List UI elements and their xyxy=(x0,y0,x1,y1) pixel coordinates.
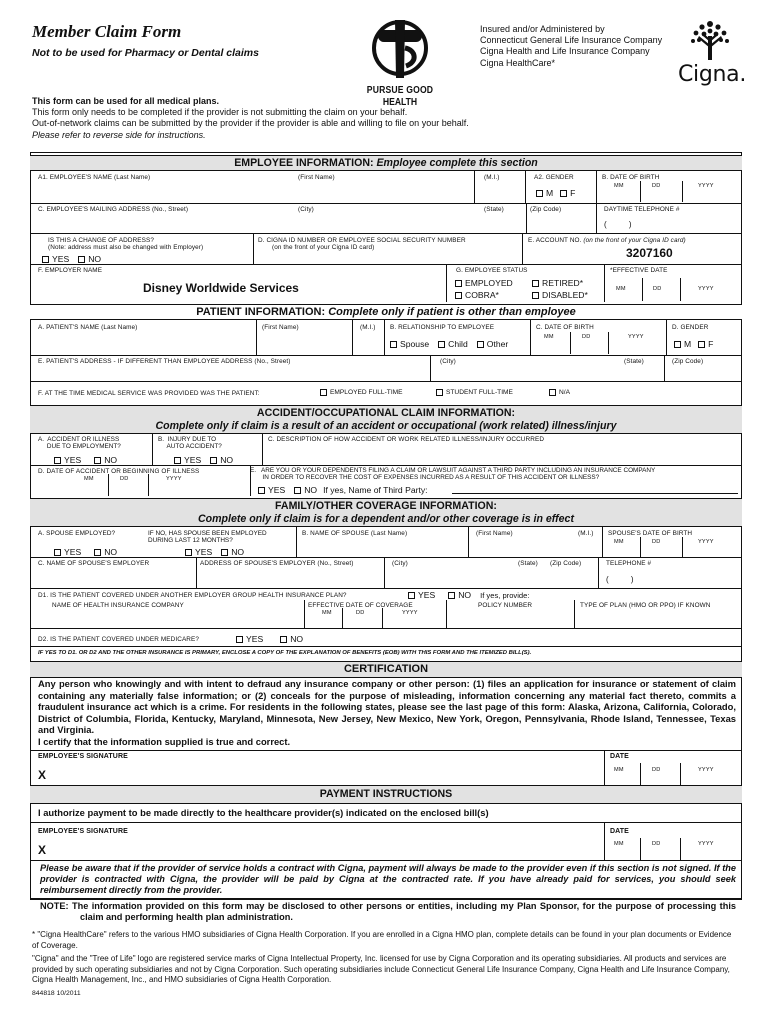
gender-label: A2. GENDER xyxy=(534,174,574,181)
admin-line-3: Cigna Health and Life Insurance Company xyxy=(480,46,650,57)
spouse-name-label: B. NAME OF SPOUSE (Last Name) xyxy=(302,530,408,537)
third-party-question: E. ARE YOU OR YOUR DEPENDENTS FILING A CLAIM OR LAWSUIT AGAINST A THIRD PARTY INCLUDING AN INSURANCE COMPANY IN ORDER TO RECOVER THE COST OF EXPENSES INCURRED AS A RESULT OF THIS ACCIDENT OR ILLNESS? xyxy=(250,467,656,482)
dob-dd: DD xyxy=(652,183,661,189)
spouse-checkbox[interactable] xyxy=(390,341,397,348)
spouse-employed-options xyxy=(54,547,117,557)
account-no-title: E. ACCOUNT NO. xyxy=(528,237,582,244)
a1-label: A1. EMPLOYEE'S NAME (Last Name) xyxy=(38,174,151,181)
spouse-dob-dd: DD xyxy=(652,539,661,545)
certification-text: Any person who knowingly and with intent to defraud any insurance company or other person: (1) files an application for insurance or statement of claim containing any materially false information; or (2) conceals for the purpose of misleading, information concerning any material fact thereto, commits a fraudulent insurance act which is a crime. For residents in the following states, please see the last page of this form: Alaska, Arizona, California, Colorado, District of Columbia, Florida, Kentucky, Maryland, Minnesota, New Jersey, New Mexico, New York, Oregon, Pennsylvania, Rhode Island, Tennessee, Texas and Virginia. xyxy=(38,678,736,736)
other-plan-options xyxy=(408,590,529,600)
op-no-label: NO xyxy=(458,590,472,600)
spouse-dob-mm: MM xyxy=(614,539,624,545)
cert-signature-x[interactable]: X xyxy=(38,768,47,782)
footnote-hmo: * "Cigna HealthCare" refers to the various HMO subsidiaries of Cigna Health Corporation. If you are enrolled in a Cigna HMO plan, complete details can be found in your plan documents or Evidence of Coverage. xyxy=(32,930,732,950)
form-subtitle: Not to be used for Pharmacy or Dental claims xyxy=(32,47,259,59)
dob-yyyy: YYYY xyxy=(698,183,714,189)
status-employed-option xyxy=(455,278,513,288)
accident-section-header xyxy=(30,405,742,434)
mailing-city-label: (City) xyxy=(298,206,314,213)
patient-dob-label: C. DATE OF BIRTH xyxy=(536,324,594,331)
policy-number-label: POLICY NUMBER xyxy=(478,602,533,609)
if-yes-label: If yes, provide: xyxy=(480,590,530,600)
spouse-mi-label: (M.I.) xyxy=(578,530,594,537)
spouse-dob-label: SPOUSE'S DATE OF BIRTH xyxy=(608,530,693,537)
medicare-yes-checkbox[interactable] xyxy=(236,636,243,643)
s12-no-label: NO xyxy=(231,547,245,557)
intro-line-1: This form can be used for all medical plans. xyxy=(32,96,220,106)
spouse-12months-no-checkbox[interactable] xyxy=(221,549,228,556)
retired-label: RETIRED* xyxy=(542,278,584,288)
certification-header: CERTIFICATION xyxy=(30,661,742,678)
first-name-label: (First Name) xyxy=(298,174,335,181)
spouse-employer-zip-label: (Zip Code) xyxy=(550,560,582,567)
certify-statement: I certify that the information supplied is true and correct. xyxy=(38,736,291,747)
patient-dob-mm: MM xyxy=(544,334,554,340)
cigna-id-label: D. CIGNA ID NUMBER OR EMPLOYEE SOCIAL SECURITY NUMBER xyxy=(258,237,466,244)
accident-employment-no-checkbox[interactable] xyxy=(94,457,101,464)
employer-name-label: F. EMPLOYER NAME xyxy=(38,267,103,274)
accident-date-label: D. DATE OF ACCIDENT OR BEGINNING OF ILLNESS xyxy=(38,468,200,475)
plan-type-label: TYPE OF PLAN (HMO OR PPO) IF KNOWN xyxy=(580,602,711,609)
administrator-info xyxy=(480,24,662,69)
change-yes-label: YES xyxy=(52,254,70,264)
student-full-time-checkbox[interactable] xyxy=(436,389,443,396)
accident-description-label: C. DESCRIPTION OF HOW ACCIDENT OR WORK RELATED ILLNESS/INJURY OCCURRED xyxy=(268,436,545,443)
mc-yes-label: YES xyxy=(246,634,264,644)
patient-m-label: M xyxy=(684,339,692,349)
intro-text xyxy=(32,96,469,141)
spouse-employed-yes-checkbox[interactable] xyxy=(54,549,61,556)
account-no-note: (on the front of your Cigna ID card) xyxy=(583,237,686,244)
retired-checkbox[interactable] xyxy=(532,280,539,287)
effective-date-label: *EFFECTIVE DATE xyxy=(610,267,668,274)
third-party-name-label: If yes, Name of Third Party: xyxy=(323,485,428,495)
tp-yes-label: YES xyxy=(268,485,286,495)
dot-cross-icon xyxy=(362,14,438,80)
form-title: Member Claim Form xyxy=(32,22,182,41)
daytime-phone-area[interactable]: ( ) xyxy=(604,220,632,229)
provider-contract-notice: Please be aware that if the provider of service holds a contract with Cigna, payment will always be made to the provider even if this section is not signed. If the provider is contracted with Cigna, the provider will be paid by Cigna at the contracted rate. If you have already paid for services, you should seek reimbursement directly from the provider. xyxy=(40,863,736,895)
accident-header-title: ACCIDENT/OCCUPATIONAL CLAIM INFORMATION: xyxy=(256,407,516,419)
gender-f-checkbox[interactable] xyxy=(560,190,567,197)
coverage-dd: DD xyxy=(356,610,365,616)
family-header-title: FAMILY/OTHER COVERAGE INFORMATION: xyxy=(275,500,497,512)
third-party-yes-checkbox[interactable] xyxy=(258,487,265,494)
accident-header-note: Complete only if claim is a result of an accident or occupational (work related) illness/injury xyxy=(155,419,617,432)
tree-of-life-icon xyxy=(690,18,730,62)
health-insurance-company-label: NAME OF HEALTH INSURANCE COMPANY xyxy=(52,602,184,609)
patient-stu-ft-option xyxy=(436,389,513,396)
patient-city-label: (City) xyxy=(440,358,456,365)
patient-na-option xyxy=(549,389,570,396)
account-no-label xyxy=(528,237,686,245)
gender-m-label: M xyxy=(546,188,554,198)
medicare-no-checkbox[interactable] xyxy=(280,636,287,643)
acc-b-yes-label: YES xyxy=(184,455,202,465)
intro-line-4: Please refer to reverse side for instructions. xyxy=(32,129,206,140)
payment-date-label: DATE xyxy=(610,828,629,835)
payment-yyyy: YYYY xyxy=(698,841,714,847)
se-no-label: NO xyxy=(104,547,118,557)
patient-first-label: (First Name) xyxy=(262,324,299,331)
third-party-no-checkbox[interactable] xyxy=(294,487,301,494)
spouse-telephone-area[interactable]: ( ) xyxy=(606,575,634,584)
tp-no-label: NO xyxy=(304,485,318,495)
patient-f-checkbox[interactable] xyxy=(698,341,705,348)
employee-status-label: G. EMPLOYEE STATUS xyxy=(456,267,528,274)
other-plan-no-checkbox[interactable] xyxy=(448,592,455,599)
admin-line-2: Connecticut General Life Insurance Company xyxy=(480,35,663,46)
auto-accident-yes-checkbox[interactable] xyxy=(174,457,181,464)
employed-label: EMPLOYED xyxy=(465,278,513,288)
spouse-employer-address-label: ADDRESS OF SPOUSE'S EMPLOYER (No., Street) xyxy=(200,560,354,567)
employed-checkbox[interactable] xyxy=(455,280,462,287)
cert-yyyy: YYYY xyxy=(698,767,714,773)
spouse-employer-label: C. NAME OF SPOUSE'S EMPLOYER xyxy=(38,560,150,567)
third-party-name-line[interactable] xyxy=(452,493,738,494)
account-no-value[interactable]: 3207160 xyxy=(626,246,673,260)
patient-zip-label: (Zip Code) xyxy=(672,358,704,365)
payment-mm: MM xyxy=(614,841,624,847)
accident-yyyy: YYYY xyxy=(166,476,182,482)
gender-options xyxy=(536,188,575,198)
mc-no-label: NO xyxy=(290,634,304,644)
acc-a-yes-label: YES xyxy=(64,455,82,465)
coverage-yyyy: YYYY xyxy=(402,610,418,616)
status-retired-option xyxy=(532,278,583,288)
auto-accident-no-checkbox[interactable] xyxy=(210,457,217,464)
acc-a-no-label: NO xyxy=(104,455,118,465)
patient-m-checkbox[interactable] xyxy=(674,341,681,348)
patient-f-label: F xyxy=(708,339,714,349)
employed-full-time-label: EMPLOYED FULL-TIME xyxy=(330,389,403,396)
patient-header-note: Complete only if patient is other than employee xyxy=(328,306,576,318)
third-party-options xyxy=(258,485,428,495)
admin-line-1: Insured and/or Administered by xyxy=(480,24,605,34)
other-label: Other xyxy=(486,339,509,349)
medicare-options xyxy=(236,634,303,644)
payment-header: PAYMENT INSTRUCTIONS xyxy=(30,785,742,804)
s12-yes-label: YES xyxy=(195,547,213,557)
spouse-label: Spouse xyxy=(400,339,430,349)
change-no-label: NO xyxy=(88,254,102,264)
na-label: N/A xyxy=(559,389,570,396)
tagline-line1: PURSUE GOOD xyxy=(366,84,434,96)
status-cobra-option xyxy=(455,290,499,300)
spouse-employed-no-checkbox[interactable] xyxy=(94,549,101,556)
patient-header-title: PATIENT INFORMATION: xyxy=(196,306,326,318)
tagline-line2: HEALTH xyxy=(382,96,418,108)
payment-authorization: I authorize payment to be made directly to the healthcare provider(s) indicated on the enclosed bill(s) xyxy=(38,807,489,818)
patient-dob-dd: DD xyxy=(582,334,591,340)
patient-gender-options xyxy=(674,339,713,349)
employee-header-title: EMPLOYEE INFORMATION: xyxy=(234,157,374,169)
patient-status-label: F. AT THE TIME MEDICAL SERVICE WAS PROVIDED WAS THE PATIENT: xyxy=(38,390,260,397)
spouse-12months-yes-checkbox[interactable] xyxy=(185,549,192,556)
payment-signature-x[interactable]: X xyxy=(38,843,47,857)
gender-m-checkbox[interactable] xyxy=(536,190,543,197)
disclosure-note: NOTE: The information provided on this form may be disclosed to other persons or entities, including my Plan Sponsor, for the purpose of processing this claim and performing health plan administration. xyxy=(40,901,736,922)
cigna-wordmark: Cigna. xyxy=(678,62,747,87)
eff-mm: MM xyxy=(616,286,626,292)
footnote-trademark: "Cigna" and the "Tree of Life" logo are registered service marks of Cigna Intellectual Property, Inc. licensed for use by Cigna Corporation and its operating subsidiaries. All products and services are provided by such operating subsidiaries and not by Cigna Corporation. Such operating subsidiaries include Connecticut General Life Insurance Company, Cigna Health and Life Insurance Company, Cigna Health Management, Inc., and HMO subsidiaries of Cigna Health Corporation. xyxy=(32,954,730,984)
patient-gender-label: D. GENDER xyxy=(672,324,709,331)
spouse-first-label: (First Name) xyxy=(476,530,513,537)
payment-dd: DD xyxy=(652,841,661,847)
cigna-id-note: (on the front of your Cigna ID card) xyxy=(272,244,375,251)
change-address-label: IS THIS A CHANGE OF ADDRESS? xyxy=(48,237,155,244)
cobra-checkbox[interactable] xyxy=(455,292,462,299)
admin-line-4: Cigna HealthCare* xyxy=(480,57,556,68)
mailing-address-label: C. EMPLOYEE'S MAILING ADDRESS (No., Street) xyxy=(38,206,189,213)
eob-note: IF YES TO D1. OR D2 AND THE OTHER INSURANCE IS PRIMARY, ENCLOSE A COPY OF THE EXPLANATION OF BENEFITS (EOB) WITH THIS FORM AND THE ITEMIZED BILL(S). xyxy=(38,650,532,656)
patient-dob-yyyy: YYYY xyxy=(628,334,644,340)
gender-f-label: F xyxy=(570,188,576,198)
acc-b-no-label: NO xyxy=(220,455,234,465)
disabled-label: DISABLED* xyxy=(542,290,588,300)
spouse-12months-label: IF NO, HAS SPOUSE BEEN EMPLOYED DURING LAST 12 MONTHS? xyxy=(148,530,267,545)
op-yes-label: YES xyxy=(418,590,436,600)
spouse-employer-state-label: (State) xyxy=(518,560,538,567)
pursue-good-health-logo xyxy=(362,14,438,106)
employee-section-header xyxy=(30,155,742,171)
student-full-time-label: STUDENT FULL-TIME xyxy=(446,389,513,396)
spouse-12months-options xyxy=(185,547,244,557)
cigna-logo xyxy=(676,18,748,88)
patient-state-label: (State) xyxy=(624,358,644,365)
cert-dd: DD xyxy=(652,767,661,773)
spouse-employed-label: A. SPOUSE EMPLOYED? xyxy=(38,530,116,537)
accident-employment-label: A. ACCIDENT OR ILLNESS DUE TO EMPLOYMENT? xyxy=(38,436,121,451)
mailing-state-label: (State) xyxy=(484,206,504,213)
coverage-mm: MM xyxy=(322,610,332,616)
na-checkbox[interactable] xyxy=(549,389,556,396)
relationship-options xyxy=(390,339,508,349)
employee-header-note: Employee complete this section xyxy=(376,157,538,169)
mi-label: (M.I.) xyxy=(484,174,500,181)
cobra-label: COBRA* xyxy=(465,290,499,300)
other-checkbox[interactable] xyxy=(477,341,484,348)
disabled-checkbox[interactable] xyxy=(532,292,539,299)
patient-address-label: E. PATIENT'S ADDRESS - IF DIFFERENT THAN EMPLOYEE ADDRESS (No., Street) xyxy=(38,358,291,365)
patient-emp-ft-option xyxy=(320,389,403,396)
accident-employment-options xyxy=(54,455,117,465)
effective-coverage-label: EFFECTIVE DATE OF COVERAGE xyxy=(308,602,413,609)
family-section-header xyxy=(30,498,742,527)
employed-full-time-checkbox[interactable] xyxy=(320,389,327,396)
change-address-yes-checkbox[interactable] xyxy=(42,256,49,263)
patient-section-header xyxy=(30,304,742,320)
intro-line-3: Out-of-network claims can be submitted by the provider if the provider is able and willing to file on your behalf. xyxy=(32,118,469,129)
dob-mm: MM xyxy=(614,183,624,189)
other-plan-yes-checkbox[interactable] xyxy=(408,592,415,599)
eff-dd: DD xyxy=(653,286,662,292)
dob-label: B. DATE OF BIRTH xyxy=(602,174,660,181)
eff-yyyy: YYYY xyxy=(698,286,714,292)
relationship-label: B. RELATIONSHIP TO EMPLOYEE xyxy=(390,324,495,331)
child-label: Child xyxy=(448,339,468,349)
auto-accident-options xyxy=(174,455,233,465)
cert-date-label: DATE xyxy=(610,753,629,760)
change-address-note: (Note: address must also be changed with Employer) xyxy=(48,244,204,251)
child-checkbox[interactable] xyxy=(438,341,445,348)
daytime-phone-label: DAYTIME TELEPHONE # xyxy=(604,206,680,213)
spouse-dob-yyyy: YYYY xyxy=(698,539,714,545)
patient-mi-label: (M.I.) xyxy=(360,324,376,331)
intro-line-2: This form only needs to be completed if the provider is not submitting the claim on your behalf. xyxy=(32,107,408,118)
accident-mm: MM xyxy=(84,476,94,482)
family-header-note: Complete only if claim is for a dependent and/or other coverage is in effect xyxy=(198,512,574,525)
accident-dd: DD xyxy=(120,476,129,482)
cert-signature-label: EMPLOYEE'S SIGNATURE xyxy=(38,753,128,760)
other-plan-question: D1. IS THE PATIENT COVERED UNDER ANOTHER EMPLOYER GROUP HEALTH INSURANCE PLAN? xyxy=(38,592,347,599)
accident-employment-yes-checkbox[interactable] xyxy=(54,457,61,464)
medicare-question: D2. IS THE PATIENT COVERED UNDER MEDICARE? xyxy=(38,636,200,643)
employer-name-value[interactable]: Disney Worldwide Services xyxy=(143,281,299,295)
mailing-zip-label: (Zip Code) xyxy=(530,206,562,213)
spouse-telephone-label: TELEPHONE # xyxy=(606,560,652,567)
auto-accident-label: B. INJURY DUE TO AUTO ACCIDENT? xyxy=(158,436,222,451)
cert-mm: MM xyxy=(614,767,624,773)
change-address-options xyxy=(42,254,101,264)
status-disabled-option xyxy=(532,290,588,300)
change-address-no-checkbox[interactable] xyxy=(78,256,85,263)
se-yes-label: YES xyxy=(64,547,82,557)
form-code: 844818 10/2011 xyxy=(32,990,81,997)
payment-signature-label: EMPLOYEE'S SIGNATURE xyxy=(38,828,128,835)
spouse-employer-city-label: (City) xyxy=(392,560,408,567)
patient-name-label: A. PATIENT'S NAME (Last Name) xyxy=(38,324,138,331)
